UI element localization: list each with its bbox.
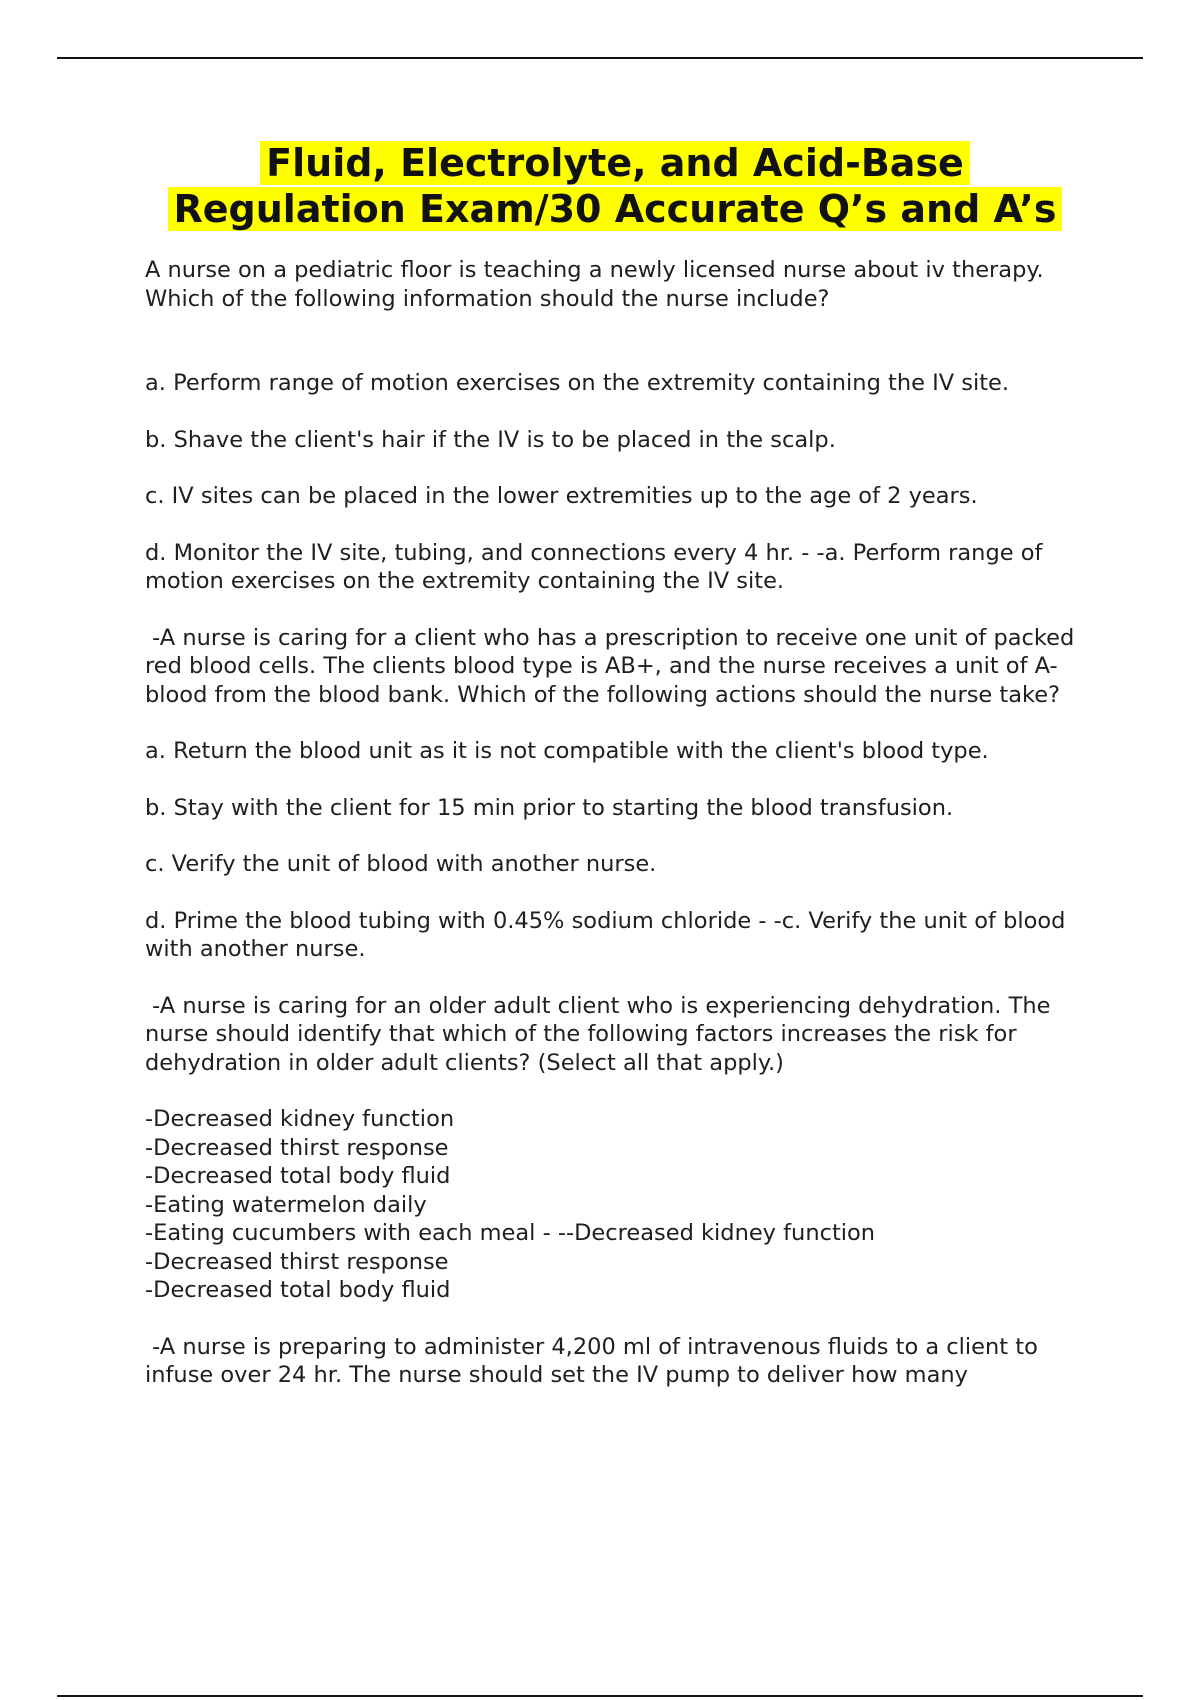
question-1-stem: A nurse on a pediatric floor is teaching a newly licensed nurse about iv therapy. Which of the following information should the nurse include? <box>145 257 1044 312</box>
title-line-1: Fluid, Electrolyte, and Acid-Base <box>260 141 970 185</box>
list-item: -Decreased thirst response <box>145 1248 449 1275</box>
list-item: -Decreased kidney function <box>145 1106 455 1132</box>
question-2-stem: -A nurse is caring for a client who has a prescription to receive one unit of packed red blood cells. The clients blood type is AB+, and the nurse receives a unit of A- blood from the blood bank. Which of the following actions should the nurse take? <box>145 624 1082 708</box>
question-1-option-a: a. Perform range of motion exercises on the extremity containing the IV site. <box>145 370 1010 396</box>
question-1-option-d-answer: d. Monitor the IV site, tubing, and connections every 4 hr. - -a. Perform range of motion exercises on the extremity containing the IV site. <box>145 539 1043 594</box>
list-item: -Decreased thirst response <box>145 1134 449 1161</box>
question-1-option-b: b. Shave the client's hair if the IV is to be placed in the scalp. <box>145 426 836 453</box>
question-2-option-d-answer: d. Prime the blood tubing with 0.45% sodium chloride - -c. Verify the unit of blood with another nurse. <box>145 907 1066 962</box>
question-3-options-list <box>145 1105 1085 1305</box>
question-4-stem: -A nurse is preparing to administer 4,200 ml of intravenous fluids to a client to infuse over 24 hr. The nurse should set the IV pump to deliver how many <box>145 1333 1045 1388</box>
document-page <box>145 140 1085 1418</box>
list-item: -Eating cucumbers with each meal - --Decreased kidney function <box>145 1220 876 1246</box>
question-3-stem: -A nurse is caring for an older adult client who is experiencing dehydration. The nurse should identify that which of the following factors increases the risk for dehydration in older adult clients? (Select all that apply.) <box>145 992 1058 1076</box>
question-1-option-c: c. IV sites can be placed in the lower extremities up to the age of 2 years. <box>145 483 978 509</box>
top-rule <box>57 57 1143 59</box>
question-2-option-a: a. Return the blood unit as it is not compatible with the client's blood type. <box>145 738 989 764</box>
list-item: -Decreased total body fluid <box>145 1163 451 1189</box>
list-item: -Eating watermelon daily <box>145 1191 427 1218</box>
bottom-rule <box>57 1695 1143 1697</box>
document-title <box>145 140 1085 232</box>
list-item: -Decreased total body fluid <box>145 1277 451 1303</box>
title-line-2: Regulation Exam/30 Accurate Q’s and A’s <box>168 187 1063 231</box>
question-2-option-b: b. Stay with the client for 15 min prior to starting the blood transfusion. <box>145 794 954 821</box>
question-2-option-c: c. Verify the unit of blood with another nurse. <box>145 851 657 877</box>
